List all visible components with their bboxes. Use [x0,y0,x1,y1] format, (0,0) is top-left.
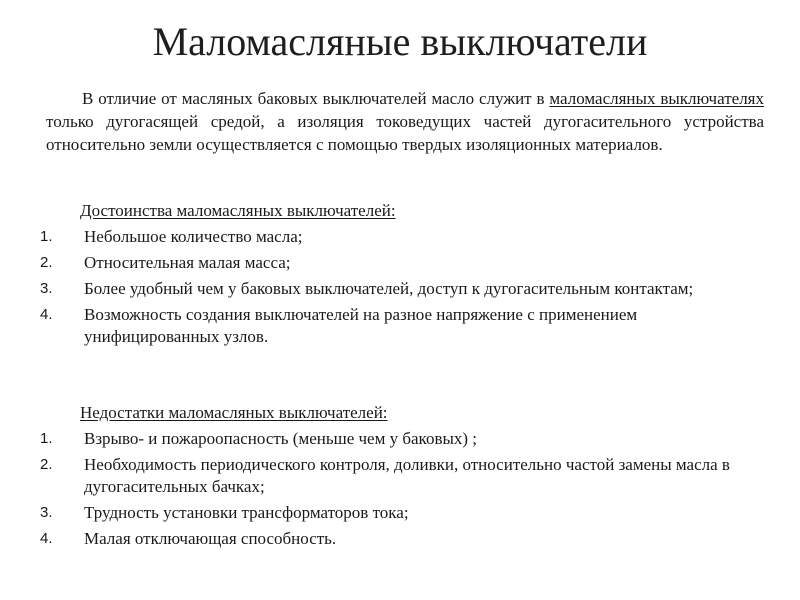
list-item-text: Взрыво- и пожароопасность (меньше чем у баковых) ; [84,429,478,448]
disadvantages-section [0,402,800,554]
disadvantages-list [0,428,800,550]
list-item-number: 2. [40,254,53,271]
advantages-section [0,200,800,352]
list-item-text: Небольшое количество масла; [84,227,303,246]
list-item-text: Более удобный чем у баковых выключателей, доступ к дугогасительным контактам; [84,279,694,298]
intro-text-part1: В отличие от масляных баковых выключателей масло служит в [82,89,550,108]
intro-text-part2: только дугогасящей средой, а изоляция токоведущих частей дугогасительного устройства относительно земли осуществляется с помощью твердых изоляционных материалов. [46,112,764,154]
list-item [0,278,800,300]
list-item-text: Необходимость периодического контроля, доливки, относительно частой замены масла в дугогасительных бачках; [84,455,730,496]
intro-underlined-term: маломасляных выключателях [549,89,764,108]
list-item-text: Малая отключающая способность. [84,529,337,548]
list-item-number: 4. [40,530,53,547]
advantages-heading: Достоинства маломасляных выключателей: [80,201,396,220]
slide-title: Маломасляные выключатели [152,19,648,64]
advantages-list [0,226,800,348]
list-item [0,454,800,498]
list-item-text: Относительная малая масса; [84,253,291,272]
list-item-number: 1. [40,228,53,245]
list-item-number: 4. [40,306,53,323]
list-item-text: Трудность установки трансформаторов тока; [84,503,409,522]
list-item-number: 3. [40,504,53,521]
list-item-number: 1. [40,430,53,447]
list-item-text: Возможность создания выключателей на разное напряжение с применением унифицированных узлов. [84,305,638,346]
intro-paragraph [46,87,764,156]
list-item [0,502,800,524]
list-item [0,304,800,348]
list-item [0,528,800,550]
list-item-number: 3. [40,280,53,297]
list-item [0,428,800,450]
disadvantages-heading: Недостатки маломасляных выключателей: [80,403,388,422]
list-item [0,226,800,248]
list-item-number: 2. [40,456,53,473]
list-item [0,252,800,274]
